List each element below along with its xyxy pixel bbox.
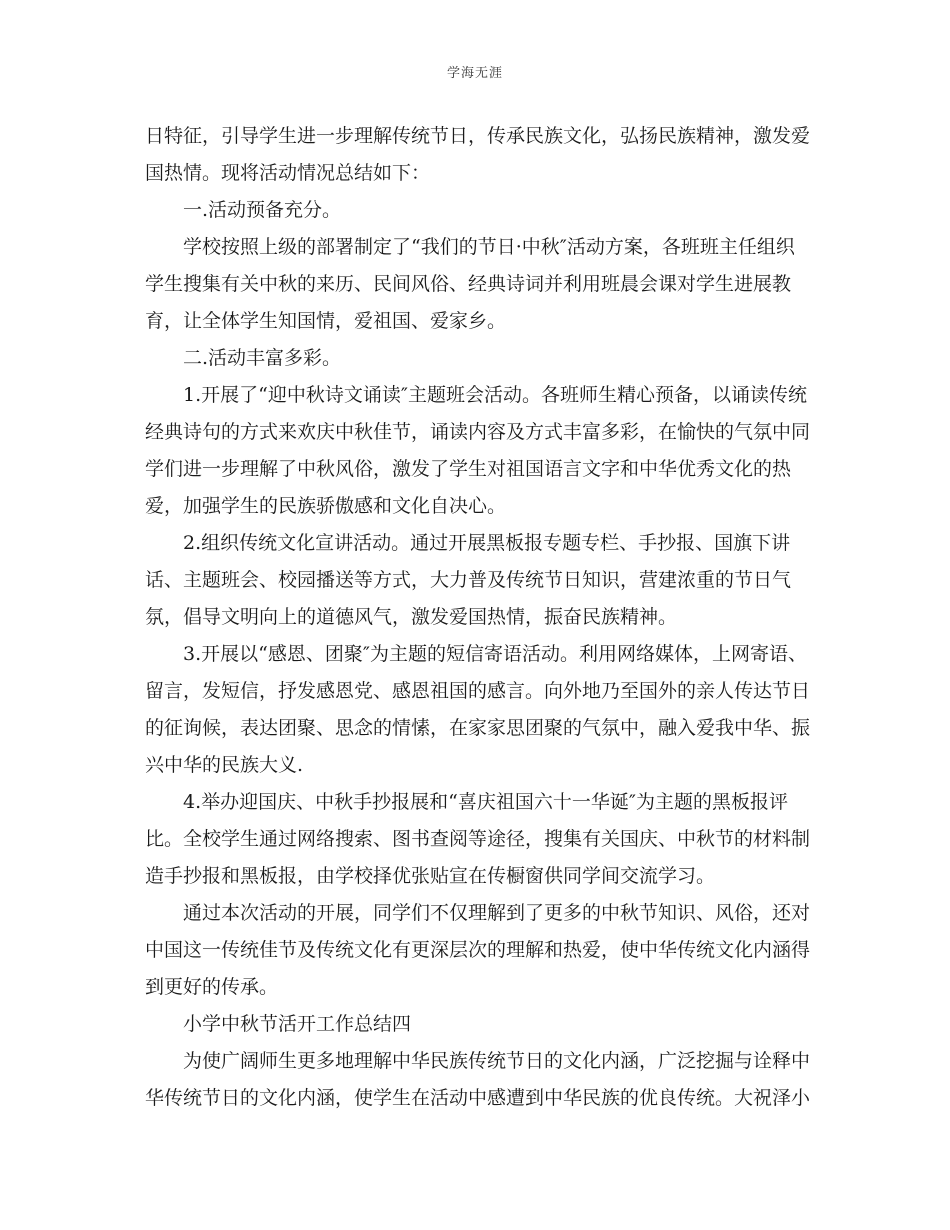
- text-line: 学生搜集有关中秋的来历、民间风俗、经典诗词并利用班晨会课对学生进展教: [145, 273, 792, 295]
- text-line: 国热情。现将活动情况总结如下：: [145, 162, 431, 184]
- text-line: 为使广阔师生更多地理解中华民族传统节日的文化内涵，广泛挖掘与诠释中: [183, 1050, 811, 1072]
- page-header: 学海无涯: [446, 66, 503, 81]
- text-line: 日特征，引导学生进一步理解传统节日，传承民族文化，弘扬民族精神，激发爱: [145, 125, 811, 147]
- text-line: 到更好的传承。: [145, 976, 279, 998]
- text-line: 1.开展了“迎中秋诗文诵读″主题班会活动。各班师生精心预备，以诵读传统: [183, 384, 807, 406]
- text-line: 兴中华的民族大义.: [145, 754, 304, 776]
- text-line: 话、主题班会、校园播送等方式，大力普及传统节日知识，营建浓重的节日气: [145, 569, 792, 591]
- section-heading: 二.活动丰富多彩。: [183, 347, 342, 369]
- text-line: 3.开展以“感恩、团聚″为主题的短信寄语活动。利用网络媒体，上网寄语、: [183, 643, 807, 665]
- text-line: 的征询候，表达团聚、思念的情愫，在家家思团聚的气氛中，融入爱我中华、振: [145, 717, 811, 739]
- text-line: 华传统节日的文化内涵，使学生在活动中感遭到中华民族的优良传统。大祝泽小: [145, 1087, 811, 1109]
- text-line: 育，让全体学生知国情，爱祖国、爱家乡。: [145, 310, 507, 332]
- text-line: 经典诗句的方式来欢庆中秋佳节，诵读内容及方式丰富多彩，在愉快的气氛中同: [145, 421, 811, 443]
- text-line: 学校按照上级的部署制定了“我们的节日·中秋″活动方案，各班班主任组织: [183, 236, 795, 258]
- text-line: 学们进一步理解了中秋风俗，激发了学生对祖国语言文字和中华优秀文化的热: [145, 458, 792, 480]
- text-line: 爱，加强学生的民族骄傲感和文化自决心。: [145, 495, 507, 517]
- text-line: 造手抄报和黑板报，由学校择优张贴宣在传橱窗供同学间交流学习。: [145, 865, 716, 887]
- section-title: 小学中秋节活开工作总结四: [183, 1013, 412, 1035]
- text-line: 氛，倡导文明向上的道德风气，激发爱国热情，振奋民族精神。: [145, 606, 678, 628]
- section-heading: 一.活动预备充分。: [183, 199, 342, 221]
- text-line: 中国这一传统佳节及传统文化有更深层次的理解和热爱，使中华传统文化内涵得: [145, 939, 811, 961]
- text-line: 2.组织传统文化宣讲活动。通过开展黑板报专题专栏、手抄报、国旗下讲: [183, 532, 791, 554]
- text-line: 比。全校学生通过网络搜索、图书查阅等途径，搜集有关国庆、中秋节的材料制: [145, 828, 811, 850]
- document-body: [145, 118, 811, 1117]
- text-line: 4.举办迎国庆、中秋手抄报展和“喜庆祖国六十一华诞″为主题的黑板报评: [183, 791, 788, 813]
- text-line: 留言，发短信，抒发感恩党、感恩祖国的感言。向外地乃至国外的亲人传达节日: [145, 680, 811, 702]
- text-line: 通过本次活动的开展，同学们不仅理解到了更多的中秋节知识、风俗，还对: [183, 902, 811, 924]
